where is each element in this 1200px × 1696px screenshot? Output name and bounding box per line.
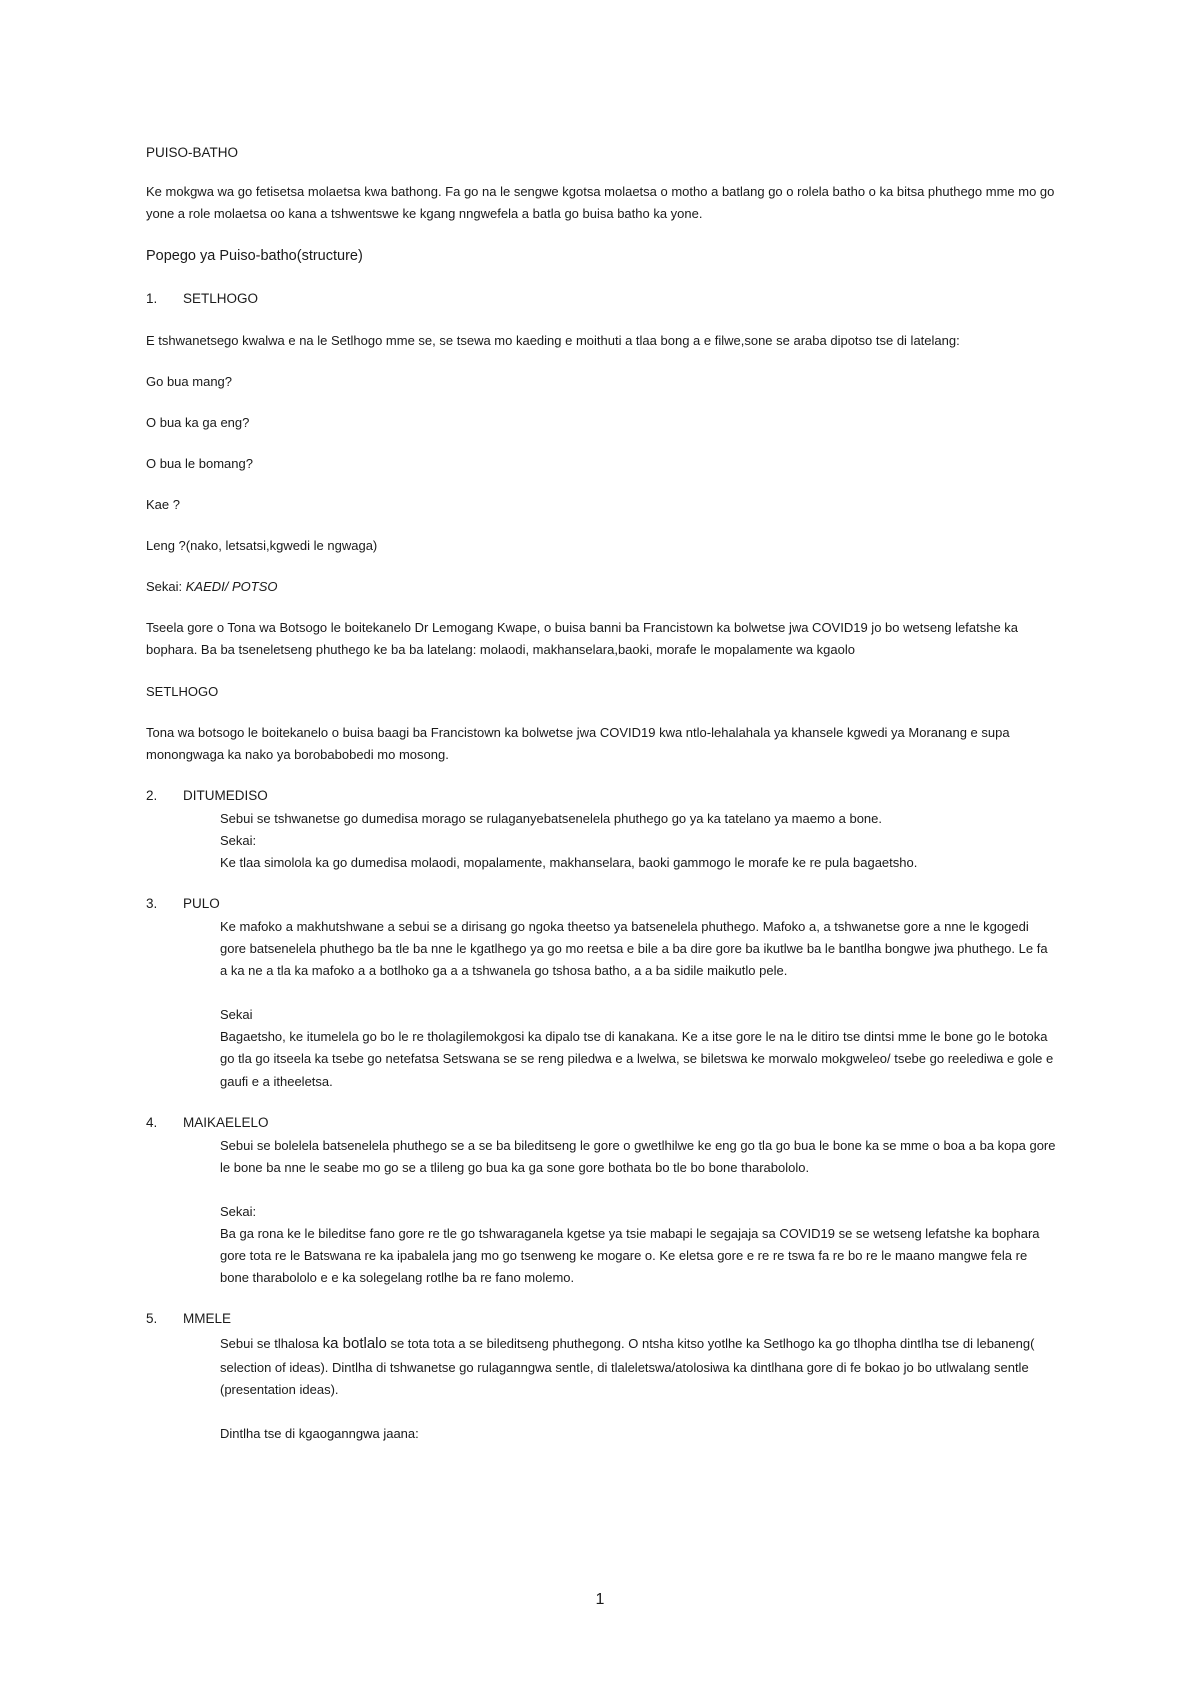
page-number: 1 — [595, 1591, 605, 1608]
section-3-body — [220, 916, 1056, 1093]
document-title: PUISO-BATHO — [146, 145, 239, 160]
section-title: MMELE — [183, 1311, 232, 1327]
emphasis-text: ka botlalo — [322, 1335, 387, 1353]
section-1-sample-title: Tona wa botsogo le boitekanelo o buisa baagi ba Francistown ka bolwetse jwa COVID19 kwa ntlo-lehalahala ya khansele kgwedi ya Moranang e supa monongwaga ka nako ya borobabobedi mo mosong. — [146, 724, 1010, 762]
section-3-example-label: Sekai — [220, 1007, 253, 1023]
section-number: 1. — [146, 290, 158, 306]
section-2-line: Sebui se tshwanetse go dumedisa morago se rulaganyebatsenelela phuthego go ya ka tatelano ya maemo a bone. — [220, 810, 883, 826]
section-2-body — [220, 808, 1056, 874]
section-number: 5. — [146, 1311, 158, 1327]
section-1-example — [146, 576, 1056, 598]
section-2-example: Ke tlaa simolola ka go dumedisa molaodi, mopalamente, makhanselara, baoki gammogo le morafe ke re pula bagaetsho. — [220, 854, 918, 870]
section-5-paragraph: Sebui se tlhalosa ka botlalo se tota tota a se bileditseng phuthegong. O ntsha kitso yotlhe ka Setlhogo ka go tlhopha dintlha tse di lebaneng( selection of ideas). Dintlha di tshwanetse go rulaganngwa sentle, di tlaleletswa/atolosiwa ka dintlhana gore di fe bokao jo bo utlwalang sentle (presentation ideas). — [220, 1335, 1035, 1397]
section-4-example-label: Sekai: — [220, 1203, 257, 1219]
section-3-example: Bagaetsho, ke itumelela go bo le re tholagilemokgosi ka dipalo tse di kanakana. Ke a itse gore le na le ditiro tse dintsi mme le bone go le botoka go tla go itseela ka tsebe go netefatsa Setswana se se reng piledwa e a lwelwa, se biletswa ke morwalo mokgweleo/ tsebe go reelediwa e gole e gaufi e a itheeletsa. — [220, 1029, 1054, 1089]
section-number: 2. — [146, 787, 158, 803]
example-label: Sekai: — [146, 579, 186, 595]
section-title: PULO — [183, 896, 220, 912]
section-1-paragraph: E tshwanetsego kwalwa e na le Setlhogo mme se, se tsewa mo kaeding e moithuti a tlaa bong a e filwe,sone se araba dipotso tse di latelang: — [146, 332, 960, 348]
section-1-heading — [146, 288, 1056, 311]
section-2-example-label: Sekai: — [220, 832, 257, 848]
section-3-paragraph: Ke mafoko a makhutshwane a sebui se a dirisang go ngoka theetso ya batsenelela phuthego. Mafoko a, a tshwanetse gore a nne le kgogedi gore batsenelela phuthego ba tle ba nne le kgatlhego ya go mo reetsa e bile a ba dire gore ba ikutlwe ba le bantlha bongwe jwa phuthego. Le fa a ka ne a tla ka mafoko a a botlhoko ga a a tshwanela go tshosa batho, a a ba sidile maikutlo pele. — [220, 918, 1048, 979]
section-title: MAIKAELELO — [183, 1114, 269, 1130]
document-body — [146, 142, 1056, 1445]
section-4-heading — [146, 1112, 1056, 1135]
section-4-body — [220, 1135, 1056, 1290]
question-1: Go bua mang? — [146, 373, 233, 389]
section-4-example: Ba ga rona ke le bileditse fano gore re tle go tshwaraganela kgetse ya tsie mabapi le segajaja sa COVID19 se se wetseng lefatshe ka bophara gore tota re le Batswana re ka ipabalela jang mo go tsenweng ke mogare o. Ke eletsa gore e re re tswa fa re bo re le maano mangwe fela re bone tharabololo e e ka solegelang rotlhe ba re fano molemo. — [220, 1225, 1040, 1286]
section-5-heading — [146, 1308, 1056, 1331]
section-number: 3. — [146, 896, 158, 912]
section-3-heading — [146, 893, 1056, 916]
section-4-paragraph: Sebui se bolelela batsenelela phuthego se a se ba bileditseng le gore o gwetlhilwe ke eng go tla go bua le bone ka se mme o boa a ba kopa gore le bone ba nne le seabe mo go se a tlileng go bua ka ga sone gore bothata bo tle bo bone tharabololo. — [220, 1137, 1056, 1175]
question-2: O bua ka ga eng? — [146, 414, 250, 430]
question-5: Leng ?(nako, letsatsi,kgwedi le ngwaga) — [146, 538, 378, 554]
section-title: DITUMEDISO — [183, 787, 268, 803]
question-4: Kae ? — [146, 497, 180, 513]
question-3: O bua le bomang? — [146, 455, 253, 471]
section-2-heading — [146, 785, 1056, 808]
section-number: 4. — [146, 1114, 158, 1130]
example-value: KAEDI/ POTSO — [185, 579, 278, 595]
section-5-line: Dintlha tse di kgaoganngwa jaana: — [220, 1425, 419, 1441]
section-1-subheading: SETLHOGO — [146, 683, 219, 699]
section-1-example-text: Tseela gore o Tona wa Botsogo le boitekanelo Dr Lemogang Kwape, o buisa banni ba Francistown ka bolwetse jwa COVID19 jo bo wetseng lefatshe ka bophara. Ba ba tseneletseng phuthego ke ba ba latelang: molaodi, makhanselara,baoki, morafe le mopalamente wa kgaolo — [146, 620, 1019, 658]
intro-paragraph: Ke mokgwa wa go fetisetsa molaetsa kwa bathong. Fa go na le sengwe kgotsa molaetsa o motho a batlang go o rolela batho o ka bitsa phuthego mme mo go yone a role molaetsa oo kana a tshwentswe ke kgang nngwefela a batla go buisa batho ka yone. — [146, 183, 1055, 222]
structure-heading: Popego ya Puiso-batho(structure) — [146, 248, 363, 265]
section-5-body — [220, 1331, 1056, 1445]
section-title: SETLHOGO — [183, 290, 259, 306]
